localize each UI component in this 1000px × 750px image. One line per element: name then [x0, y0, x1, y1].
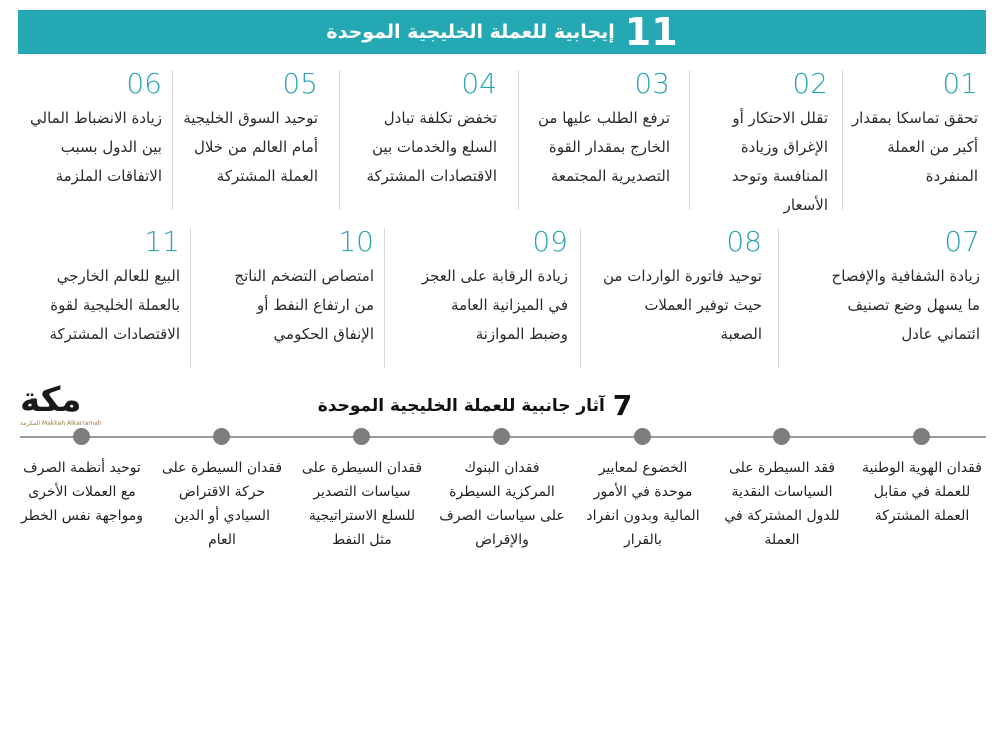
timeline-dot — [213, 428, 230, 445]
item-number: 07 — [944, 225, 980, 258]
side-effect-item: توحيد أنظمة الصرف مع العملات الأخرى ومواجهة نفس الخطر — [20, 460, 144, 524]
positive-item-06 — [22, 67, 162, 191]
positive-item-09 — [418, 225, 568, 349]
item-number: 06 — [126, 67, 162, 100]
item-number: 05 — [282, 67, 318, 100]
column-divider — [580, 228, 581, 368]
side-effect-item: فقدان الهوية الوطنية للعملة في مقابل العملة المشتركة — [862, 460, 982, 524]
item-text: تخفض تكلفة تبادل السلع والخدمات بين الاقتصادات المشتركة — [366, 109, 497, 185]
item-text: زيادة الشفافية والإفصاح ما يسهل وضع تصنيف ائتماني عادل — [831, 267, 980, 343]
column-divider — [339, 70, 340, 210]
item-text: امتصاص التضخم الناتج من ارتفاع النفط أو الإنفاق الحكومي — [234, 267, 374, 343]
side-effects-title: آثار جانبية للعملة الخليجية الموحدة — [317, 396, 605, 416]
logo-mark: مكة — [20, 380, 82, 420]
side-effect-item: الخضوع لمعايير موحدة في الأمور المالية وبدون انفراد بالقرار — [586, 460, 700, 548]
column-divider — [172, 70, 173, 210]
header-banner — [18, 10, 986, 54]
column-divider — [842, 70, 843, 210]
timeline-dot — [913, 428, 930, 445]
timeline-dot — [773, 428, 790, 445]
logo-tagline: المكرمة Makkah Alkarramah — [20, 420, 102, 427]
side-effect-item: فقدان البنوك المركزية السيطرة على سياسات الصرف والإقراض — [439, 460, 565, 548]
item-number: 09 — [532, 225, 568, 258]
item-text: تقلل الاحتكار أو الإغراق وزيادة المنافسة وتوحد الأسعار — [731, 109, 828, 214]
item-text: زيادة الرقابة على العجز في الميزانية العامة وضبط الموازنة — [421, 267, 568, 343]
positive-item-04 — [352, 67, 497, 191]
item-number: 10 — [338, 225, 374, 258]
item-text: زيادة الانضباط المالي بين الدول بسبب الاتفاقات الملزمة — [30, 109, 162, 185]
side-effects-heading — [260, 389, 690, 422]
item-number: 11 — [144, 225, 180, 258]
makkah-logo — [20, 382, 120, 432]
item-number: 08 — [726, 225, 762, 258]
side-effect-item: فقدان السيطرة على حركة الاقتراض السيادي أو الدين العام — [161, 460, 283, 548]
timeline-dot — [493, 428, 510, 445]
item-number: 04 — [461, 67, 497, 100]
banner-number: 11 — [624, 10, 678, 54]
side-effect-item: فقدان السيطرة على سياسات التصدير للسلع الاستراتيجية مثل النفط — [301, 460, 423, 548]
item-text: تحقق تماسكا بمقدار أكبر من العملة المنفردة — [851, 109, 978, 185]
positive-item-03 — [530, 67, 670, 191]
timeline-dot — [73, 428, 90, 445]
item-number: 01 — [942, 67, 978, 100]
column-divider — [518, 70, 519, 210]
item-text: توحيد فاتورة الواردات من حيث توفير العملات الصعبة — [603, 267, 762, 343]
positive-item-05 — [178, 67, 318, 191]
positive-item-08 — [602, 225, 762, 349]
positive-item-02 — [700, 67, 828, 220]
positive-item-10 — [226, 225, 374, 349]
item-text: البيع للعالم الخارجي بالعملة الخليجية لقوة الاقتصادات المشتركة — [49, 267, 180, 343]
item-number: 02 — [792, 67, 828, 100]
column-divider — [384, 228, 385, 368]
item-number: 03 — [634, 67, 670, 100]
column-divider — [778, 228, 779, 368]
positive-item-11 — [22, 225, 180, 349]
column-divider — [689, 70, 690, 210]
positive-item-01 — [838, 67, 978, 191]
item-text: توحيد السوق الخليجية أمام العالم من خلال العملة المشتركة — [183, 109, 318, 185]
item-text: ترفع الطلب عليها من الخارج بمقدار القوة التصديرية المجتمعة — [537, 109, 670, 185]
side-effect-item: فقد السيطرة على السياسات النقدية للدول المشتركة في العملة — [724, 460, 840, 548]
side-effects-number: 7 — [612, 389, 633, 422]
column-divider — [190, 228, 191, 368]
timeline-dot — [634, 428, 651, 445]
banner-title: إيجابية للعملة الخليجية الموحدة — [326, 21, 615, 43]
timeline-dot — [353, 428, 370, 445]
positive-item-07 — [820, 225, 980, 349]
